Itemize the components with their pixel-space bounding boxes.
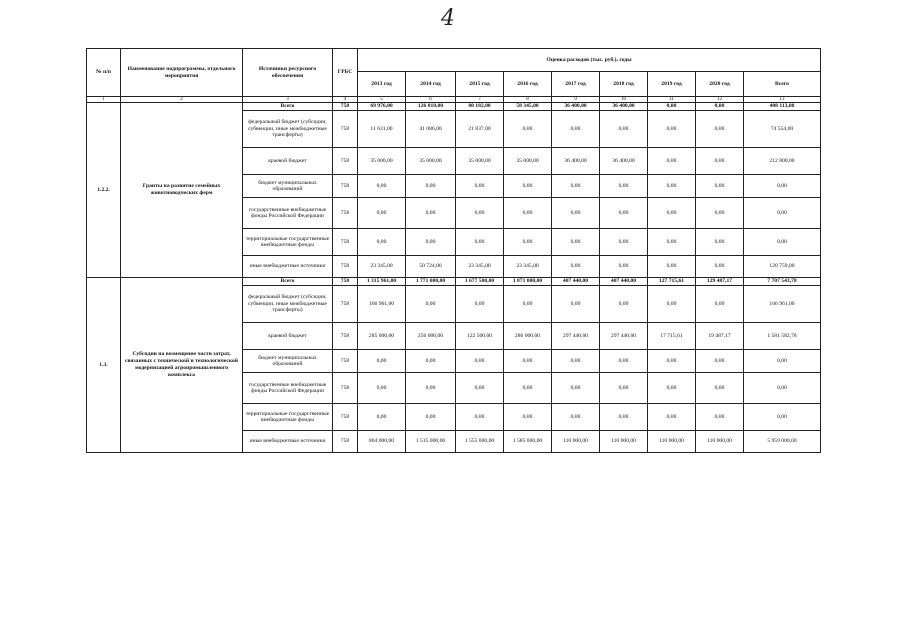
amount-cell: 0,00 [696, 198, 744, 229]
amount-cell: 36 400,00 [600, 103, 648, 111]
grbs-code: 758 [333, 256, 358, 278]
amount-cell: 127 715,61 [648, 278, 696, 286]
grbs-code: 758 [333, 286, 358, 323]
expenditure-table [86, 48, 821, 453]
column-index: 12 [696, 97, 744, 103]
header-year: 2018 год [600, 72, 648, 97]
amount-cell: 0,00 [504, 198, 552, 229]
amount-cell: 0,00 [456, 198, 504, 229]
amount-cell: 0,00 [600, 350, 648, 373]
item-number: 1.3. [87, 278, 121, 453]
header-year: 2020 год [696, 72, 744, 97]
amount-cell: 0,00 [648, 350, 696, 373]
amount-cell: 0,00 [456, 373, 504, 404]
amount-cell: 286 000,00 [504, 323, 552, 350]
grbs-code: 758 [333, 350, 358, 373]
amount-cell: 1 515 000,00 [406, 431, 456, 453]
amount-cell: 285 000,00 [358, 323, 406, 350]
column-index: 1 [87, 97, 121, 103]
funding-source: краевой бюджет [243, 323, 333, 350]
amount-cell: 408 113,00 [744, 103, 821, 111]
amount-cell: 0,00 [406, 350, 456, 373]
funding-source: иные внебюджетные источники [243, 256, 333, 278]
amount-cell: 0,00 [648, 229, 696, 256]
column-index: 8 [504, 97, 552, 103]
amount-cell: 0,00 [504, 229, 552, 256]
amount-cell: 35 000,00 [504, 148, 552, 175]
amount-cell: 0,00 [600, 404, 648, 431]
amount-cell: 0,00 [696, 286, 744, 323]
table-body [87, 103, 821, 453]
grbs-code: 758 [333, 323, 358, 350]
header-year: 2015 год [456, 72, 504, 97]
amount-cell: 0,00 [552, 404, 600, 431]
amount-cell: 126 810,00 [406, 103, 456, 111]
amount-cell: 36 400,00 [552, 103, 600, 111]
header-row-top [87, 49, 821, 72]
amount-cell: 0,00 [504, 175, 552, 198]
amount-cell: 129 487,17 [696, 278, 744, 286]
grbs-code: 758 [333, 404, 358, 431]
amount-cell: 0,00 [648, 198, 696, 229]
header-source: Источники ресурсного обеспечения [243, 49, 333, 97]
amount-cell: 0,00 [552, 350, 600, 373]
amount-cell: 0,00 [744, 198, 821, 229]
column-index: 9 [552, 97, 600, 103]
amount-cell: 0,00 [552, 175, 600, 198]
amount-cell: 69 976,00 [358, 103, 406, 111]
amount-cell: 0,00 [696, 111, 744, 148]
amount-cell: 256 000,00 [406, 323, 456, 350]
amount-cell: 0,00 [600, 175, 648, 198]
funding-source: федеральный бюджет (субсидии, субвенции, иные межбюджетные трансферты) [243, 111, 333, 148]
amount-cell: 35 000,00 [456, 148, 504, 175]
amount-cell: 0,00 [600, 229, 648, 256]
item-name: Субсидии на возмещение части затрат, связанных с технической и технологической модернизацией агропромышленного комплекса [121, 278, 243, 453]
amount-cell: 0,00 [406, 229, 456, 256]
header-year: 2019 год [648, 72, 696, 97]
amount-cell: 0,00 [696, 229, 744, 256]
amount-cell: 407 440,00 [600, 278, 648, 286]
amount-cell: 35 000,00 [358, 148, 406, 175]
amount-cell: 297 440,00 [552, 323, 600, 350]
amount-cell: 19 487,17 [696, 323, 744, 350]
amount-cell: 0,00 [648, 111, 696, 148]
amount-cell: 17 715,61 [648, 323, 696, 350]
amount-cell: 120 759,00 [744, 256, 821, 278]
amount-cell: 21 837,00 [456, 111, 504, 148]
amount-cell: 0,00 [456, 404, 504, 431]
amount-cell: 1 315 961,00 [358, 278, 406, 286]
amount-cell: 0,00 [358, 198, 406, 229]
amount-cell: 0,00 [406, 198, 456, 229]
amount-cell: 0,00 [552, 198, 600, 229]
funding-source: краевой бюджет [243, 148, 333, 175]
amount-cell: 0,00 [406, 373, 456, 404]
table-row [87, 103, 821, 111]
amount-cell: 0,00 [648, 148, 696, 175]
amount-cell: 0,00 [648, 404, 696, 431]
amount-cell: 0,00 [552, 229, 600, 256]
funding-source: иные внебюджетные источники [243, 431, 333, 453]
header-year: 2016 год [504, 72, 552, 97]
amount-cell: 0,00 [456, 286, 504, 323]
amount-cell: 58 345,00 [504, 103, 552, 111]
amount-cell: 0,00 [744, 175, 821, 198]
amount-cell: 0,00 [406, 286, 456, 323]
grbs-code: 758 [333, 103, 358, 111]
amount-cell: 0,00 [696, 404, 744, 431]
amount-cell: 0,00 [504, 350, 552, 373]
funding-source: территориальные государственные внебюджетные фонды [243, 229, 333, 256]
amount-cell: 74 554,00 [744, 111, 821, 148]
header-num: № п/п [87, 49, 121, 97]
column-index: 4 [333, 97, 358, 103]
funding-source: государственные внебюджетные фонды Российской Федерации [243, 198, 333, 229]
funding-source: государственные внебюджетные фонды Российской Федерации [243, 373, 333, 404]
amount-cell: 0,00 [696, 175, 744, 198]
amount-cell: 0,00 [552, 256, 600, 278]
column-index: 3 [243, 97, 333, 103]
amount-cell: 0,00 [358, 373, 406, 404]
amount-cell: 0,00 [696, 350, 744, 373]
grbs-code: 758 [333, 431, 358, 453]
grbs-code: 758 [333, 278, 358, 286]
column-index: 5 [358, 97, 406, 103]
amount-cell: 1 771 000,00 [406, 278, 456, 286]
amount-cell: 0,00 [456, 229, 504, 256]
funding-source: Всего [243, 103, 333, 111]
header-year: 2017 год [552, 72, 600, 97]
amount-cell: 0,00 [456, 175, 504, 198]
header-year: Всего [744, 72, 821, 97]
funding-source: бюджет муниципальных образований [243, 350, 333, 373]
amount-cell: 407 440,00 [552, 278, 600, 286]
header-estimate: Оценка расходов (тыс. руб.), годы [358, 49, 821, 72]
amount-cell: 0,00 [648, 175, 696, 198]
amount-cell: 0,00 [696, 148, 744, 175]
amount-cell: 0,00 [504, 286, 552, 323]
amount-cell: 23 345,00 [358, 256, 406, 278]
column-index: 6 [406, 97, 456, 103]
amount-cell: 0,00 [552, 111, 600, 148]
amount-cell: 1 871 000,00 [504, 278, 552, 286]
amount-cell: 0,00 [358, 350, 406, 373]
grbs-code: 758 [333, 229, 358, 256]
column-index: 11 [648, 97, 696, 103]
amount-cell: 41 086,00 [406, 111, 456, 148]
amount-cell: 36 400,00 [600, 148, 648, 175]
amount-cell: 0,00 [406, 404, 456, 431]
amount-cell: 122 500,00 [456, 323, 504, 350]
item-number: 1.2.2. [87, 103, 121, 278]
amount-cell: 23 345,00 [456, 256, 504, 278]
amount-cell: 0,00 [600, 198, 648, 229]
amount-cell: 0,00 [648, 286, 696, 323]
amount-cell: 0,00 [744, 229, 821, 256]
amount-cell: 0,00 [358, 229, 406, 256]
amount-cell: 0,00 [358, 175, 406, 198]
amount-cell: 166 961,00 [358, 286, 406, 323]
amount-cell: 212 800,00 [744, 148, 821, 175]
amount-cell: 0,00 [504, 111, 552, 148]
grbs-code: 758 [333, 148, 358, 175]
grbs-code: 758 [333, 373, 358, 404]
funding-source: территориальные государственные внебюджетные фонды [243, 404, 333, 431]
column-index: 10 [600, 97, 648, 103]
amount-cell: 0,00 [504, 404, 552, 431]
amount-cell: 0,00 [648, 373, 696, 404]
amount-cell: 0,00 [744, 404, 821, 431]
amount-cell: 23 345,00 [504, 256, 552, 278]
amount-cell: 5 959 000,00 [744, 431, 821, 453]
grbs-code: 758 [333, 111, 358, 148]
amount-cell: 80 182,00 [456, 103, 504, 111]
column-index: 13 [744, 97, 821, 103]
item-name: Гранты на развитие семейных животноводческих ферм [121, 103, 243, 278]
table-row [87, 278, 821, 286]
amount-cell: 0,00 [358, 404, 406, 431]
amount-cell: 11 631,00 [358, 111, 406, 148]
amount-cell: 0,00 [406, 175, 456, 198]
header-year: 2013 год [358, 72, 406, 97]
amount-cell: 0,00 [552, 373, 600, 404]
header-grbs: ГРБС [333, 49, 358, 97]
grbs-code: 758 [333, 175, 358, 198]
amount-cell: 0,00 [648, 103, 696, 111]
amount-cell: 0,00 [696, 103, 744, 111]
amount-cell: 0,00 [600, 111, 648, 148]
header-year: 2014 год [406, 72, 456, 97]
page-number: 4 [441, 6, 455, 31]
grbs-code: 758 [333, 198, 358, 229]
amount-cell: 0,00 [552, 286, 600, 323]
amount-cell: 864 000,00 [358, 431, 406, 453]
amount-cell: 110 000,00 [600, 431, 648, 453]
amount-cell: 110 000,00 [552, 431, 600, 453]
amount-cell: 0,00 [696, 373, 744, 404]
funding-source: бюджет муниципальных образований [243, 175, 333, 198]
amount-cell: 0,00 [648, 256, 696, 278]
amount-cell: 0,00 [744, 350, 821, 373]
amount-cell: 166 961,00 [744, 286, 821, 323]
amount-cell: 297 440,00 [600, 323, 648, 350]
amount-cell: 1 677 500,00 [456, 278, 504, 286]
amount-cell: 1 585 000,00 [504, 431, 552, 453]
amount-cell: 36 400,00 [552, 148, 600, 175]
amount-cell: 0,00 [696, 256, 744, 278]
amount-cell: 0,00 [600, 256, 648, 278]
amount-cell: 110 000,00 [696, 431, 744, 453]
amount-cell: 7 707 543,78 [744, 278, 821, 286]
amount-cell: 50 724,00 [406, 256, 456, 278]
amount-cell: 35 000,00 [406, 148, 456, 175]
amount-cell: 0,00 [504, 373, 552, 404]
column-index: 2 [121, 97, 243, 103]
header-name: Наименование подпрограммы, отдельного мероприятия [121, 49, 243, 97]
amount-cell: 110 000,00 [648, 431, 696, 453]
amount-cell: 0,00 [600, 286, 648, 323]
column-index: 7 [456, 97, 504, 103]
amount-cell: 1 581 582,78 [744, 323, 821, 350]
amount-cell: 0,00 [600, 373, 648, 404]
amount-cell: 0,00 [744, 373, 821, 404]
funding-source: федеральный бюджет (субсидии, субвенции, иные межбюджетные трансферты) [243, 286, 333, 323]
amount-cell: 1 555 000,00 [456, 431, 504, 453]
funding-source: Всего [243, 278, 333, 286]
amount-cell: 0,00 [456, 350, 504, 373]
